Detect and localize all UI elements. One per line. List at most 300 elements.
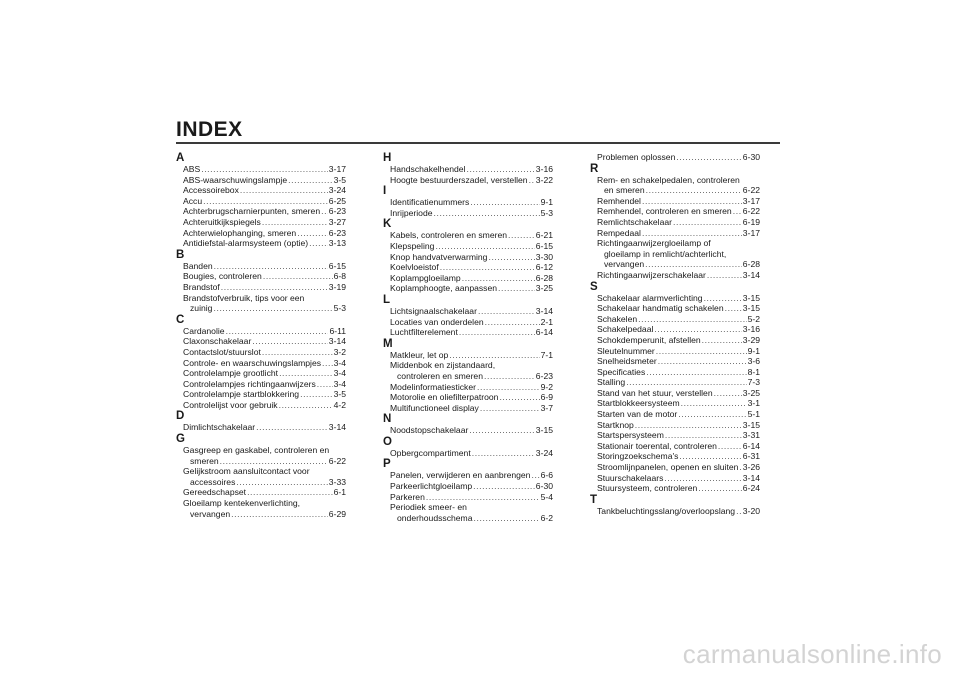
index-entry-text: Sleutelnummer	[597, 345, 655, 356]
index-entry	[383, 513, 553, 524]
dot-leader	[247, 487, 333, 498]
index-entry	[176, 336, 346, 347]
index-entry-text: Brandstof	[183, 281, 220, 292]
dot-leader	[531, 470, 539, 481]
index-entry-page: 6-14	[742, 440, 760, 451]
index-entry-page: 3-4	[333, 368, 346, 379]
index-entry-text: Controle- en waarschuwingslampjes	[183, 357, 322, 368]
index-entry-text: Opbergcompartiment	[390, 447, 471, 458]
dot-leader	[263, 271, 333, 282]
dot-leader	[472, 448, 535, 459]
index-entry	[383, 371, 553, 382]
dot-leader	[725, 303, 742, 314]
dot-leader	[529, 175, 535, 186]
index-entry-text: Lichtsignaalschakelaar	[390, 305, 477, 316]
index-entry-text: vervangen	[190, 508, 231, 519]
index-entry-text: Stuursysteem, controleren	[597, 483, 698, 494]
index-entry-text: Bougies, controleren	[183, 271, 262, 282]
dot-leader	[226, 326, 329, 337]
index-entry-text: Startspersysteem	[597, 430, 664, 441]
index-entry-page: 3-14	[535, 305, 553, 316]
index-entry	[383, 392, 553, 403]
dot-leader	[508, 230, 535, 241]
index-entry	[383, 208, 553, 219]
index-entry-text: Achterbrugscharnierpunten, smeren	[183, 206, 321, 217]
index-entry	[383, 350, 553, 361]
index-entry-page: 9-1	[747, 345, 760, 356]
dot-leader	[220, 456, 328, 467]
index-entry-text: Koplampgloeilamp	[390, 272, 461, 283]
index-entry-page: 6-25	[328, 195, 346, 206]
dot-leader	[240, 185, 328, 196]
dot-leader	[736, 506, 742, 517]
index-entry	[176, 261, 346, 272]
index-entry-text: Knop handvatverwarming	[390, 251, 488, 262]
index-entry-page: 6-9	[540, 392, 553, 403]
dot-leader	[252, 336, 327, 347]
index-entry-text: zuinig	[190, 303, 213, 314]
index-entry	[590, 206, 760, 217]
index-entry-page: 6-23	[328, 206, 346, 217]
dot-leader	[279, 400, 333, 411]
index-entry	[176, 358, 346, 369]
index-entry-text: Gloeilamp kentekenverlichting,	[183, 498, 301, 509]
index-entry	[383, 230, 553, 241]
index-entry-page: 6-21	[535, 230, 553, 241]
index-entry-text: accessoires	[190, 476, 236, 487]
index-entry	[590, 335, 760, 346]
index-entry	[176, 477, 346, 488]
index-entry-text: Middenbok en zijstandaard,	[390, 360, 496, 371]
index-entry	[590, 506, 760, 517]
index-letter-heading: K	[383, 218, 392, 231]
index-column-2	[383, 152, 553, 523]
dot-leader	[638, 314, 746, 325]
index-entry	[590, 175, 760, 186]
index-entry	[383, 197, 553, 208]
index-entry	[176, 487, 346, 498]
index-entry-page: 6-22	[742, 185, 760, 196]
dot-leader	[645, 259, 742, 270]
index-entry-page: 3-7	[540, 402, 553, 413]
index-entry-page: 3-33	[328, 476, 346, 487]
dot-leader	[231, 509, 328, 520]
index-entry	[176, 206, 346, 217]
index-entry-text: Klepspeling	[390, 240, 435, 251]
index-entry	[590, 377, 760, 388]
index-entry	[176, 238, 346, 249]
dot-leader	[702, 335, 742, 346]
index-entry-page: 6-22	[742, 206, 760, 217]
index-entry	[383, 283, 553, 294]
index-entry-text: Specificaties	[597, 366, 646, 377]
index-entry-text: Matkleur, let op	[390, 349, 449, 360]
index-entry	[590, 185, 760, 196]
dot-leader	[478, 306, 535, 317]
index-entry-page: 6-23	[328, 227, 346, 238]
index-entry-page: 3-15	[742, 292, 760, 303]
index-entry-page: 6-8	[333, 271, 346, 282]
dot-leader	[681, 398, 747, 409]
index-entry-text: Achteruitkijkspiegels	[183, 216, 261, 227]
index-entry-text: Luchtfilterelement	[390, 327, 458, 338]
index-entry	[383, 481, 553, 492]
index-entry-text: Identificatienummers	[390, 197, 470, 208]
title-rule	[176, 142, 780, 144]
index-entry-text: Panelen, verwijderen en aanbrengen	[390, 470, 531, 481]
index-entry-text: Kabels, controleren en smeren	[390, 230, 508, 241]
index-letter-heading: N	[383, 413, 392, 426]
index-entry	[383, 252, 553, 263]
index-entry	[383, 382, 553, 393]
index-entry-page: 9-2	[540, 381, 553, 392]
dot-leader	[656, 346, 747, 357]
dot-leader	[459, 327, 535, 338]
index-letter-heading: S	[590, 280, 598, 293]
dot-leader	[470, 197, 539, 208]
index-entry	[383, 164, 553, 175]
index-entry-page: 7-1	[540, 349, 553, 360]
index-entry	[590, 356, 760, 367]
index-entry-text: Remlichtschakelaar	[597, 216, 672, 227]
dot-leader	[321, 206, 328, 217]
index-entry-text: vervangen	[604, 259, 645, 270]
index-entry-text: Periodiek smeer- en	[390, 502, 467, 513]
dot-leader	[673, 217, 742, 228]
index-entry-text: Controlelampjes richtingaanwijzers	[183, 378, 316, 389]
index-entry	[176, 422, 346, 433]
index-entry-text: Accu	[183, 195, 203, 206]
index-entry	[383, 360, 553, 371]
dot-leader	[664, 473, 741, 484]
index-entry-text: ABS-waarschuwingslampje	[183, 174, 288, 185]
index-entry-page: 6-19	[742, 216, 760, 227]
index-entry-page: 6-15	[328, 260, 346, 271]
index-entry-page: 6-1	[333, 487, 346, 498]
dot-leader	[477, 382, 540, 393]
index-entry	[383, 317, 553, 328]
index-entry	[590, 409, 760, 420]
watermark: carmanualsonline.info	[682, 639, 942, 669]
index-entry-page: 3-4	[333, 357, 346, 368]
index-entry	[383, 241, 553, 252]
index-entry	[590, 293, 760, 304]
index-entry	[176, 228, 346, 239]
index-entry-page: 5-3	[540, 207, 553, 218]
index-entry	[590, 462, 760, 473]
index-letter-heading: D	[176, 410, 185, 423]
index-entry-page: 3-14	[742, 472, 760, 483]
dot-leader	[676, 152, 741, 163]
index-entry-text: Stationair toerental, controleren	[597, 440, 717, 451]
index-entry	[176, 303, 346, 314]
index-entry-page: 3-15	[535, 425, 553, 436]
index-entry	[176, 217, 346, 228]
index-column-3	[590, 152, 760, 516]
index-entry-text: Banden	[183, 260, 213, 271]
index-entry-text: Achterwielophanging, smeren	[183, 227, 297, 238]
index-entry	[176, 326, 346, 337]
dot-leader	[435, 241, 534, 252]
index-entry-text: controleren en smeren	[397, 370, 483, 381]
index-entry-page: 3-25	[742, 387, 760, 398]
index-entry	[590, 228, 760, 239]
index-entry-text: en smeren	[604, 185, 645, 196]
index-entry-page: 3-17	[328, 164, 346, 174]
dot-leader	[262, 217, 328, 228]
index-entry	[383, 306, 553, 317]
index-entry	[176, 282, 346, 293]
index-entry-page: 3-16	[535, 164, 553, 174]
index-entry-text: Gelijkstroom aansluitcontact voor	[183, 466, 310, 477]
index-entry-text: Controlelampje grootlicht	[183, 368, 279, 379]
index-entry-page: 3-30	[535, 251, 553, 262]
index-entry-page: 6-24	[742, 483, 760, 494]
dot-leader	[679, 451, 741, 462]
index-entry-page: 3-26	[742, 462, 760, 473]
dot-leader	[714, 388, 742, 399]
index-entry	[383, 175, 553, 186]
dot-leader	[654, 324, 741, 335]
index-entry	[176, 196, 346, 207]
dot-leader	[474, 513, 540, 524]
index-entry-text: onderhoudsschema	[397, 512, 473, 523]
index-entry	[176, 498, 346, 509]
index-entry-page: 6-2	[540, 512, 553, 523]
index-entry-text: Tankbeluchtingsslang/overloopslang	[597, 505, 736, 516]
index-letter-heading: H	[383, 152, 392, 164]
index-entry-page: 6-6	[540, 470, 553, 481]
dot-leader	[665, 430, 742, 441]
index-entry	[590, 367, 760, 378]
dot-leader	[201, 164, 328, 175]
index-entry-text: Remhendel	[597, 195, 641, 206]
dot-leader	[449, 350, 539, 361]
index-entry-text: Dimlichtschakelaar	[183, 422, 256, 433]
index-letter-heading: R	[590, 162, 599, 175]
dot-leader	[498, 283, 535, 294]
dot-leader	[485, 317, 540, 328]
dot-leader	[288, 175, 332, 186]
dot-leader	[317, 379, 333, 390]
index-entry-page: 6-22	[328, 455, 346, 466]
index-entry	[590, 346, 760, 357]
index-entry-page: 5-2	[747, 313, 760, 324]
index-entry-page: 6-11	[329, 325, 346, 336]
index-entry	[176, 445, 346, 456]
index-entry	[176, 379, 346, 390]
index-entry	[176, 293, 346, 304]
index-entry	[383, 470, 553, 481]
index-entry-page: 3-14	[328, 422, 346, 433]
index-entry-page: 3-13	[328, 238, 346, 249]
index-entry-text: smeren	[190, 455, 219, 466]
dot-leader	[488, 252, 534, 263]
index-entry-page: 3-5	[333, 174, 346, 185]
index-entry	[590, 473, 760, 484]
index-entry-page: 8-1	[747, 366, 760, 377]
index-entry-page: 3-15	[742, 419, 760, 430]
index-entry-text: Stuurschakelaars	[597, 472, 664, 483]
index-entry-page: 6-14	[535, 327, 553, 338]
index-entry	[590, 398, 760, 409]
dot-leader	[698, 483, 741, 494]
index-entry-text: Gereedschapset	[183, 487, 247, 498]
dot-leader	[300, 389, 333, 400]
index-entry	[590, 314, 760, 325]
index-entry-page: 3-20	[742, 505, 760, 516]
dot-leader	[322, 358, 333, 369]
index-letter-heading: L	[383, 293, 391, 306]
index-entry-text: Accessoirebox	[183, 185, 239, 196]
dot-leader	[262, 347, 333, 358]
index-column-1	[176, 152, 346, 519]
index-entry-text: Noodstopschakelaar	[390, 425, 469, 436]
dot-leader	[635, 420, 742, 431]
index-entry-text: Snelheidsmeter	[597, 356, 657, 367]
index-entry-page: 2-1	[540, 316, 553, 327]
index-entry-page: 3-5	[333, 389, 346, 400]
index-entry	[383, 502, 553, 513]
index-entry	[176, 164, 346, 175]
index-entry-page: 3-4	[333, 378, 346, 389]
index-entry	[590, 259, 760, 270]
dot-leader	[707, 270, 742, 281]
dot-leader	[484, 371, 535, 382]
index-entry-page: 3-24	[328, 185, 346, 196]
dot-leader	[658, 356, 747, 367]
dot-leader	[626, 377, 746, 388]
index-entry-page: 6-29	[328, 508, 346, 519]
index-entry-text: Modelinformatiesticker	[390, 381, 476, 392]
dot-leader	[473, 481, 535, 492]
dot-leader	[646, 367, 746, 378]
index-entry-page: 6-31	[742, 451, 760, 462]
index-entry-text: Hoogte bestuurderszadel, verstellen	[390, 174, 528, 185]
index-entry-text: Motorolie en oliefilterpatroon	[390, 392, 499, 403]
index-entry	[590, 441, 760, 452]
index-entry-text: Remhendel, controleren en smeren	[597, 206, 732, 217]
index-entry-page: 5-4	[540, 491, 553, 502]
index-entry-page: 3-16	[742, 324, 760, 335]
index-entry-page: 3-27	[328, 216, 346, 227]
index-letter-heading: I	[383, 185, 387, 198]
index-entry-text: Schokdemperunit, afstellen	[597, 334, 701, 345]
index-entry	[176, 509, 346, 520]
index-entry	[590, 238, 760, 249]
index-entry	[176, 271, 346, 282]
index-entry-text: Stand van het stuur, verstellen	[597, 387, 713, 398]
dot-leader	[733, 206, 742, 217]
dot-leader	[203, 196, 328, 207]
index-entry	[590, 451, 760, 462]
index-entry-page: 6-28	[742, 259, 760, 270]
dot-leader	[221, 282, 328, 293]
dot-leader	[297, 228, 328, 239]
index-entry-page: 3-14	[742, 269, 760, 280]
index-entry-page: 3-29	[742, 334, 760, 345]
dot-leader	[718, 441, 742, 452]
dot-leader	[480, 403, 540, 414]
index-entry-text: Parkeren	[390, 491, 425, 502]
index-entry	[176, 389, 346, 400]
index-entry-text: gloeilamp in remlicht/achterlicht,	[604, 248, 727, 259]
index-entry-text: Cardanolie	[183, 325, 225, 336]
index-entry	[590, 483, 760, 494]
index-letter-heading: A	[176, 152, 185, 164]
index-entry-text: Koelvloeistof	[390, 262, 439, 273]
index-entry	[176, 368, 346, 379]
index-entry-text: Contactslot/stuurslot	[183, 346, 261, 357]
index-entry-page: 7-3	[747, 377, 760, 388]
index-entry-text: Inrijperiode	[390, 207, 433, 218]
index-entry-page: 3-22	[535, 174, 553, 185]
index-entry	[383, 273, 553, 284]
index-entry-text: Antidiefstal-alarmsysteem (optie)	[183, 238, 309, 249]
index-entry	[176, 175, 346, 186]
dot-leader	[646, 185, 742, 196]
index-letter-heading: P	[383, 458, 391, 471]
index-entry-text: Stroomlijnpanelen, openen en sluiten	[597, 462, 739, 473]
index-entry	[383, 448, 553, 459]
index-entry	[590, 324, 760, 335]
index-entry	[383, 403, 553, 414]
dot-leader	[256, 422, 328, 433]
dot-leader	[704, 293, 742, 304]
dot-leader	[499, 392, 539, 403]
index-entry-page: 6-30	[535, 481, 553, 492]
index-entry-text: Startblokkeersysteem	[597, 398, 680, 409]
index-entry-text: Richtingaanwijzergloeilamp of	[597, 238, 711, 249]
index-entry-text: Controlelampje startblokkering	[183, 389, 300, 400]
index-entry-text: Stalling	[597, 377, 626, 388]
index-entry-text: Schakelpedaal	[597, 324, 654, 335]
index-entry-page: 6-23	[535, 370, 553, 381]
dot-leader	[462, 273, 535, 284]
index-entry-text: Controlelijst voor gebruik	[183, 399, 278, 410]
dot-leader	[678, 409, 746, 420]
index-entry	[590, 430, 760, 441]
index-entry-page: 3-1	[747, 398, 760, 409]
index-entry-page: 3-17	[742, 227, 760, 238]
dot-leader	[642, 196, 742, 207]
index-entry-page: 5-3	[333, 303, 346, 314]
dot-leader	[279, 368, 333, 379]
index-entry-page: 6-12	[535, 262, 553, 273]
index-entry	[176, 185, 346, 196]
dot-leader	[434, 208, 540, 219]
index-entry-text: Handschakelhendel	[390, 164, 466, 174]
index-entry-page: 3-24	[535, 447, 553, 458]
index-entry-text: Brandstofverbruik, tips voor een	[183, 292, 305, 303]
index-entry-text: Richtingaanwijzerschakelaar	[597, 269, 706, 280]
index-entry	[383, 492, 553, 503]
index-entry-text: Claxonschakelaar	[183, 336, 252, 347]
dot-leader	[440, 262, 535, 273]
index-entry-text: Koplamphoogte, aanpassen	[390, 283, 498, 294]
dot-leader	[214, 261, 328, 272]
dot-leader	[642, 228, 742, 239]
index-entry-text: Schakelaar handmatig schakelen	[597, 303, 724, 314]
index-entry-text: Multifunctioneel display	[390, 402, 479, 413]
index-entry-text: Gasgreep en gaskabel, controleren en	[183, 445, 330, 456]
index-letter-heading: C	[176, 313, 185, 326]
index-entry	[176, 466, 346, 477]
index-entry-text: ABS	[183, 164, 201, 174]
index-entry-page: 3-2	[333, 346, 346, 357]
index-entry-page: 3-6	[747, 356, 760, 367]
dot-leader	[469, 425, 534, 436]
